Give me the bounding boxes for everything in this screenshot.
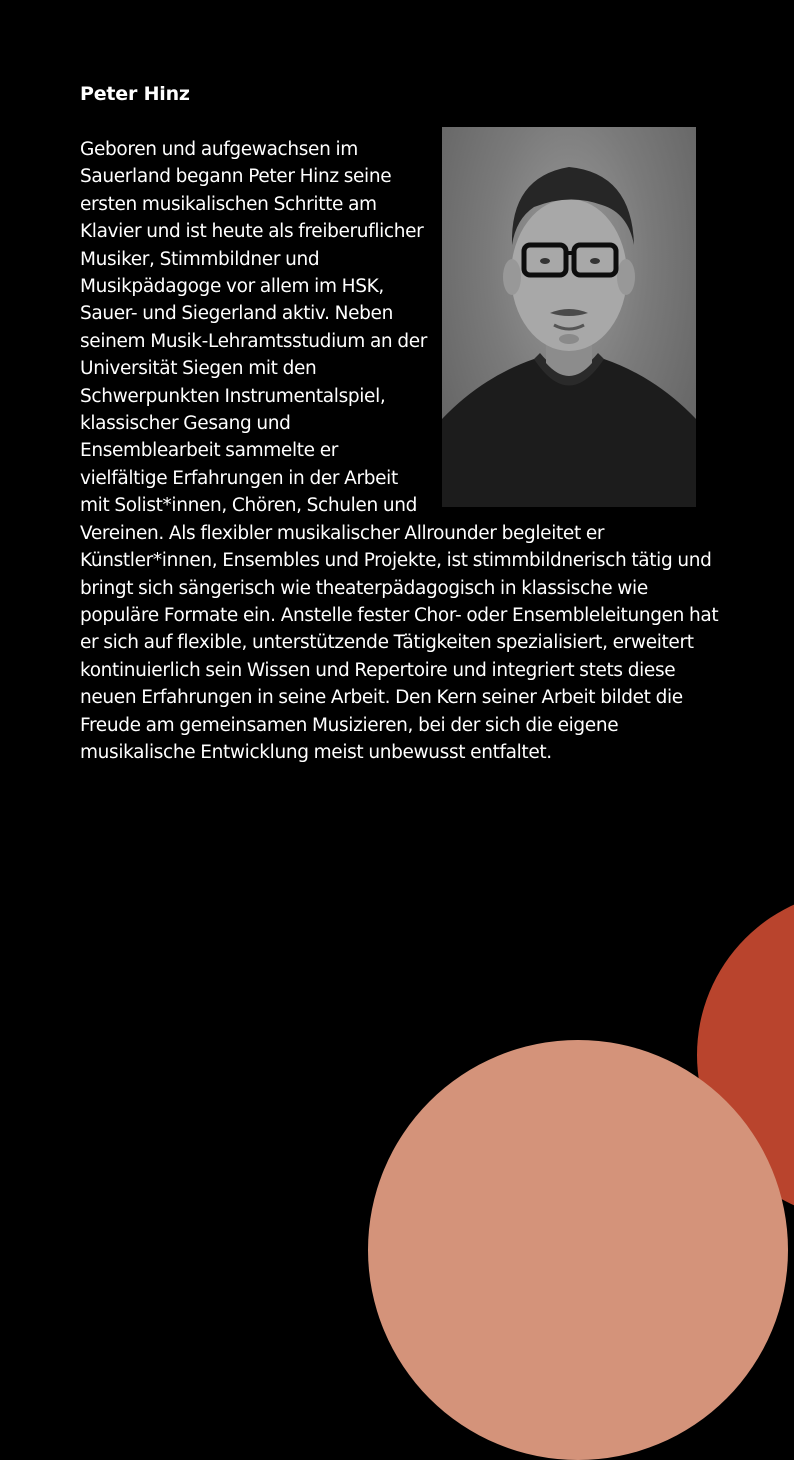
decorative-circle-salmon [368, 1040, 788, 1460]
person-name: Peter Hinz [80, 83, 190, 105]
bio-text: Geboren und aufgewachsen im Sauerland begann Peter Hinz seine ersten musikalischen Schritte am Klavier und ist heute als freiberuflicher Musiker, Stimmbildner und Musikpädagoge vor allem im HSK, Sauer- und Siegerland aktiv. Neben seinem Musik-Lehramtsstudium an der Universität Siegen mit den Schwerpunkten Instrumentalspiel, klassischer Gesang und Ensemblearbeit sammelte er vielfältige Erfahrungen in der Arbeit mit Solist*innen, Chören, Schulen und Vereinen. Als flexibler musikalischer Allrounder begleitet er Künstler*innen, Ensembles und Projekte, ist stimmbildnerisch tätig und bringt sich sängerisch wie theaterpädagogisch in klassische wie populäre Formate ein. Anstelle fester Chor- oder Ensembleleitungen hat er sich auf flexible, unterstützende Tätigkeiten spezialisiert, erweitert kontinuierlich sein Wissen und Repertoire und integriert stets diese neuen Erfahrungen in seine Arbeit. Den Kern seiner Arbeit bildet die Freude am gemeinsamen Musizieren, bei der sich die eigene musikalische Entwicklung meist unbewusst entfaltet. [80, 139, 719, 763]
bio-section [80, 136, 720, 766]
portrait-photo-icon [442, 127, 696, 507]
